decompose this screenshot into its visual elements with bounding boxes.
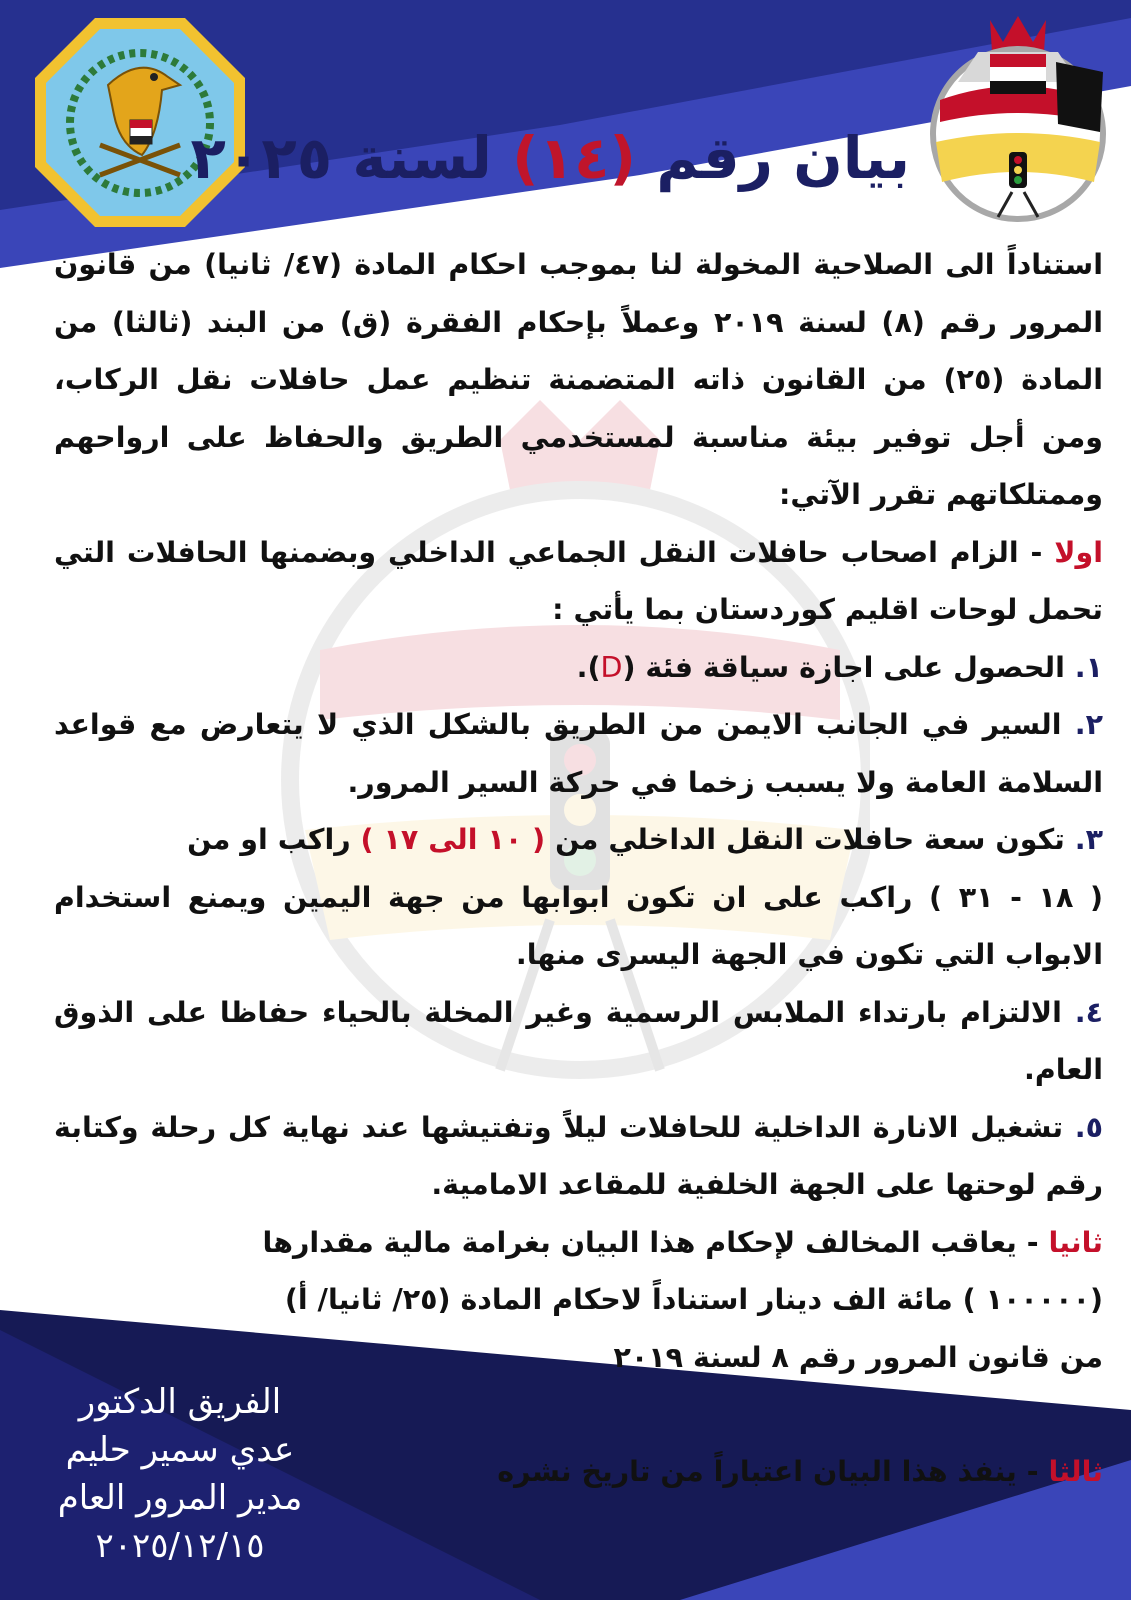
clause-second-label: ثانيا (1048, 1225, 1103, 1259)
clause-third: ثالثا - ينفذ هذا البيان اعتباراً من تاريخ نشره (497, 1455, 1103, 1488)
signer-name: عدي سمير حليم (65, 1430, 295, 1470)
list-item: ١. الحصول على اجازة سياقة فئة (D). (576, 650, 1103, 684)
clause-first (54, 524, 1103, 639)
statement-date: ٢٠٢٥/١٢/١٥ (95, 1526, 265, 1566)
clause-first-label: اولا (1054, 535, 1103, 569)
title-suffix: لسنة ٢٠٢٥ (190, 124, 492, 192)
license-category: D (600, 650, 623, 684)
title-prefix: بيان رقم (656, 124, 910, 192)
general-traffic-directorate-emblem-icon (928, 12, 1108, 232)
signature-block (30, 1378, 330, 1570)
preamble-text: استناداً الى الصلاحية المخولة لنا بموجب احكام المادة (٤٧/ ثانيا) من قانون المرور رقم (٨) لسنة ٢٠١٩ وعملاً بإحكام الفقرة (ق) من البند (ثالثا) من المادة (٢٥) من القانون ذاته المتضمنة تنظيم عمل حافلات نقل الركاب، ومن أجل توفير بيئة مناسبة لمستخدمي الطريق والحفاظ على ارواحهم وممتلكاتهم تقرر الآتي: (54, 248, 1103, 511)
item-number: ٣. (1074, 823, 1103, 856)
statement-title (190, 108, 910, 208)
item-number: ١. (1074, 650, 1103, 684)
clause-second: ثانيا - يعاقب المخالف لإحكام هذا البيان بغرامة مالية مقدارها (١٠٠٠٠٠ ) مائة الف دينار استناداً لاحكام المادة (٢٥/ ثانيا/ أ) من قانون المرور رقم ٨ لسنة ٢٠١٩ (262, 1225, 1103, 1374)
list-item: ٣. تكون سعة حافلات النقل الداخلي من ( ١٠ الى ١٧ ) راكب او من ( ١٨ - ٣١ ) راكب على ان تكون ابوابها من جهة اليمين ويمنع استخدام الابواب التي تكون في الجهة اليسرى منها. (54, 823, 1103, 971)
list-item (54, 1099, 1103, 1214)
list-item (54, 984, 1103, 1099)
statement-body (54, 236, 1103, 1501)
item-text: الالتزام بارتداء الملابس الرسمية وغير المخلة بالحياء حفاظا على الذوق العام. (54, 995, 1103, 1086)
item-text: تشغيل الانارة الداخلية للحافلات ليلاً وتفتيشها عند نهاية كل رحلة وكتابة رقم لوحتها على الجهة الخلفية للمقاعد الامامية. (54, 1110, 1103, 1201)
clause-first-text: - الزام اصحاب حافلات النقل الجماعي الداخلي وبضمنها الحافلات التي تحمل لوحات اقليم كوردستان بما يأتي : (54, 535, 1103, 626)
list-item (54, 696, 1103, 811)
capacity-range: ( ١٠ الى ١٧ ) (360, 823, 546, 856)
signer-rank: الفريق الدكتور (78, 1382, 282, 1422)
item-number: ٢. (1074, 708, 1103, 741)
item-number: ٥. (1074, 1110, 1103, 1144)
item-number: ٤. (1074, 995, 1103, 1029)
clause-third-label: ثالثا (1048, 1455, 1103, 1488)
item-text: السير في الجانب الايمن من الطريق بالشكل الذي لا يتعارض مع قواعد السلامة العامة ولا يسبب زخما في حركة السير المرور. (54, 708, 1103, 799)
signer-position: مدير المرور العام (57, 1478, 303, 1518)
title-number: (١٤) (512, 124, 637, 192)
